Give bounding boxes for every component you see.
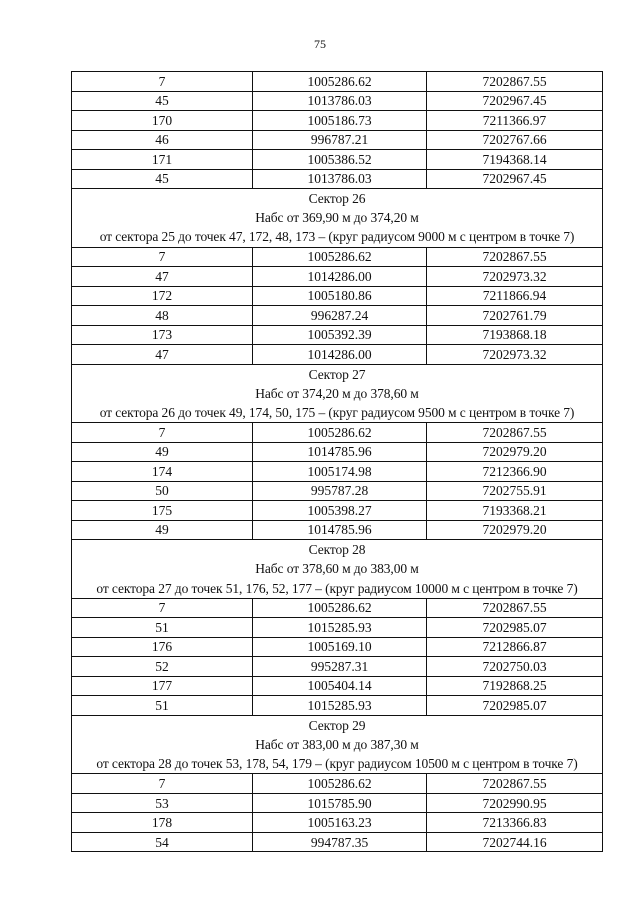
coordinates-table [71, 71, 603, 852]
point-number-cell: 7 [72, 247, 253, 267]
sector-title: Сектор 27 [308, 366, 366, 382]
point-number-cell: 51 [72, 696, 253, 716]
y-coordinate-cell: 7211366.97 [427, 111, 603, 131]
sector-description: от сектора 26 до точек 49, 174, 50, 175 – (круг радиусом 9500 м с центром в точке 7) [99, 404, 575, 420]
x-coordinate-cell: 994787.35 [253, 832, 427, 852]
x-coordinate-cell: 1014785.96 [253, 442, 427, 462]
y-coordinate-cell: 7212366.90 [427, 462, 603, 482]
y-coordinate-cell: 7202867.55 [427, 423, 603, 443]
table-row [72, 501, 603, 521]
point-number-cell: 176 [72, 637, 253, 657]
sector-height-range: Набс от 383,00 м до 387,30 м [255, 736, 419, 752]
point-number-cell: 7 [72, 598, 253, 618]
point-number-cell: 47 [72, 345, 253, 365]
x-coordinate-cell: 1005286.62 [253, 774, 427, 794]
table-row [72, 150, 603, 170]
point-number-cell: 170 [72, 111, 253, 131]
point-number-cell: 52 [72, 657, 253, 677]
table-row [72, 423, 603, 443]
table-row [72, 813, 603, 833]
table-row [72, 169, 603, 189]
y-coordinate-cell: 7202755.91 [427, 481, 603, 501]
x-coordinate-cell: 995287.31 [253, 657, 427, 677]
point-number-cell: 178 [72, 813, 253, 833]
y-coordinate-cell: 7202750.03 [427, 657, 603, 677]
table-row [72, 111, 603, 131]
sector-title: Сектор 26 [308, 191, 366, 206]
sector-description: от сектора 28 до точек 53, 178, 54, 179 – (круг радиусом 10500 м с центром в точке 7) [96, 756, 578, 772]
table-row [72, 696, 603, 716]
table-row [72, 774, 603, 794]
point-number-cell: 175 [72, 501, 253, 521]
sector-height-range: Набс от 378,60 м до 383,00 м [255, 561, 419, 577]
y-coordinate-cell: 7202967.45 [427, 169, 603, 189]
sector-title: Сектор 29 [308, 717, 366, 733]
point-number-cell: 45 [72, 169, 253, 189]
x-coordinate-cell: 1005286.62 [253, 72, 427, 92]
point-number-cell: 45 [72, 91, 253, 111]
table-row [72, 91, 603, 111]
point-number-cell: 7 [72, 774, 253, 794]
table-row [72, 793, 603, 813]
table-row [72, 481, 603, 501]
y-coordinate-cell: 7202973.32 [427, 345, 603, 365]
point-number-cell: 7 [72, 423, 253, 443]
x-coordinate-cell: 1013786.03 [253, 91, 427, 111]
sector-header [72, 189, 603, 248]
y-coordinate-cell: 7202985.07 [427, 618, 603, 638]
sector-header [72, 364, 603, 423]
x-coordinate-cell: 1005392.39 [253, 325, 427, 345]
x-coordinate-cell: 1005286.62 [253, 247, 427, 267]
table-row [72, 462, 603, 482]
table-row [72, 345, 603, 365]
point-number-cell: 53 [72, 793, 253, 813]
y-coordinate-cell: 7212866.87 [427, 637, 603, 657]
y-coordinate-cell: 7193868.18 [427, 325, 603, 345]
y-coordinate-cell: 7202767.66 [427, 130, 603, 150]
y-coordinate-cell: 7202973.32 [427, 267, 603, 287]
table-row [72, 306, 603, 326]
sector-title: Сектор 28 [308, 542, 366, 558]
point-number-cell: 177 [72, 676, 253, 696]
sector-height-range: Набс от 374,20 м до 378,60 м [255, 385, 419, 401]
y-coordinate-cell: 7193368.21 [427, 501, 603, 521]
table-row [72, 637, 603, 657]
x-coordinate-cell: 1005404.14 [253, 676, 427, 696]
y-coordinate-cell: 7202761.79 [427, 306, 603, 326]
y-coordinate-cell: 7202867.55 [427, 774, 603, 794]
y-coordinate-cell: 7202744.16 [427, 832, 603, 852]
page-number: 75 [314, 37, 326, 51]
x-coordinate-cell: 1014286.00 [253, 345, 427, 365]
y-coordinate-cell: 7192868.25 [427, 676, 603, 696]
point-number-cell: 47 [72, 267, 253, 287]
point-number-cell: 173 [72, 325, 253, 345]
table-row [72, 267, 603, 287]
sector-description: от сектора 25 до точек 47, 172, 48, 173 – (круг радиусом 9000 м с центром в точке 7) [99, 229, 575, 245]
x-coordinate-cell: 1014286.00 [253, 267, 427, 287]
x-coordinate-cell: 1015285.93 [253, 696, 427, 716]
coordinates-table-body [72, 72, 603, 852]
point-number-cell: 48 [72, 306, 253, 326]
sector-header-row [72, 715, 603, 774]
point-number-cell: 46 [72, 130, 253, 150]
table-row [72, 598, 603, 618]
x-coordinate-cell: 1005174.98 [253, 462, 427, 482]
table-row [72, 520, 603, 540]
table-row [72, 618, 603, 638]
sector-header-row [72, 189, 603, 248]
table-row [72, 286, 603, 306]
x-coordinate-cell: 1005186.73 [253, 111, 427, 131]
x-coordinate-cell: 1005286.62 [253, 598, 427, 618]
table-row [72, 247, 603, 267]
y-coordinate-cell: 7202967.45 [427, 91, 603, 111]
table-row [72, 130, 603, 150]
y-coordinate-cell: 7202979.20 [427, 520, 603, 540]
point-number-cell: 172 [72, 286, 253, 306]
y-coordinate-cell: 7202867.55 [427, 247, 603, 267]
sector-header [72, 540, 603, 599]
x-coordinate-cell: 1005386.52 [253, 150, 427, 170]
y-coordinate-cell: 7202867.55 [427, 598, 603, 618]
y-coordinate-cell: 7202985.07 [427, 696, 603, 716]
point-number-cell: 49 [72, 442, 253, 462]
x-coordinate-cell: 995787.28 [253, 481, 427, 501]
sector-header-row [72, 364, 603, 423]
sector-header [72, 715, 603, 774]
table-row [72, 676, 603, 696]
point-number-cell: 171 [72, 150, 253, 170]
x-coordinate-cell: 1005286.62 [253, 423, 427, 443]
point-number-cell: 54 [72, 832, 253, 852]
table-row [72, 72, 603, 92]
y-coordinate-cell: 7211866.94 [427, 286, 603, 306]
x-coordinate-cell: 996787.21 [253, 130, 427, 150]
point-number-cell: 50 [72, 481, 253, 501]
table-row [72, 325, 603, 345]
point-number-cell: 7 [72, 72, 253, 92]
x-coordinate-cell: 1014785.96 [253, 520, 427, 540]
x-coordinate-cell: 1005169.10 [253, 637, 427, 657]
y-coordinate-cell: 7202867.55 [427, 72, 603, 92]
y-coordinate-cell: 7202990.95 [427, 793, 603, 813]
y-coordinate-cell: 7213366.83 [427, 813, 603, 833]
point-number-cell: 174 [72, 462, 253, 482]
point-number-cell: 51 [72, 618, 253, 638]
x-coordinate-cell: 1005180.86 [253, 286, 427, 306]
y-coordinate-cell: 7202979.20 [427, 442, 603, 462]
x-coordinate-cell: 1005163.23 [253, 813, 427, 833]
x-coordinate-cell: 1015785.90 [253, 793, 427, 813]
sector-description: от сектора 27 до точек 51, 176, 52, 177 – (круг радиусом 10000 м с центром в точке 7) [96, 580, 578, 596]
point-number-cell: 49 [72, 520, 253, 540]
x-coordinate-cell: 1015285.93 [253, 618, 427, 638]
x-coordinate-cell: 1013786.03 [253, 169, 427, 189]
table-row [72, 442, 603, 462]
sector-height-range: Набс от 369,90 м до 374,20 м [255, 210, 419, 226]
table-row [72, 657, 603, 677]
x-coordinate-cell: 1005398.27 [253, 501, 427, 521]
sector-header-row [72, 540, 603, 599]
y-coordinate-cell: 7194368.14 [427, 150, 603, 170]
x-coordinate-cell: 996287.24 [253, 306, 427, 326]
table-row [72, 832, 603, 852]
